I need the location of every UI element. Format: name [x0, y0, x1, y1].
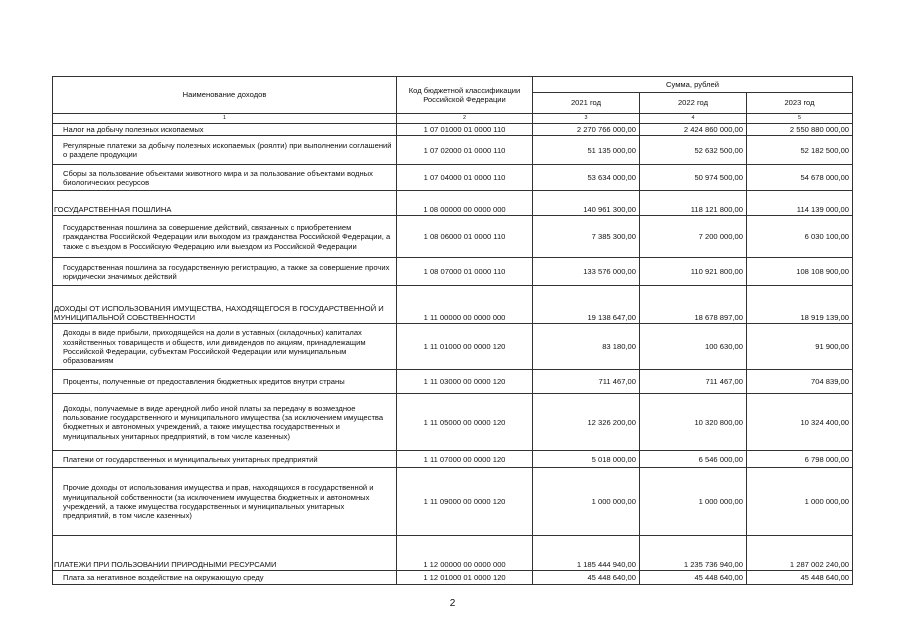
budget-code: 1 07 04000 01 0000 110	[397, 165, 533, 191]
amount-2022: 50 974 500,00	[640, 165, 747, 191]
section-name: ДОХОДЫ ОТ ИСПОЛЬЗОВАНИЯ ИМУЩЕСТВА, НАХОДЯЩЕГОСЯ В ГОСУДАРСТВЕННОЙ И МУНИЦИПАЛЬНОЙ СОБСТВЕННОСТИ	[53, 286, 397, 324]
amount-2023: 54 678 000,00	[747, 165, 853, 191]
amount-2022: 10 320 800,00	[640, 394, 747, 451]
amount-2021: 19 138 647,00	[533, 286, 640, 324]
column-number: 3	[533, 114, 640, 124]
amount-2021: 45 448 640,00	[533, 571, 640, 585]
budget-code: 1 08 00000 00 0000 000	[397, 191, 533, 216]
amount-2022: 110 921 800,00	[640, 258, 747, 286]
amount-2022: 7 200 000,00	[640, 216, 747, 258]
amount-2023: 1 000 000,00	[747, 468, 853, 536]
amount-2023: 6 030 100,00	[747, 216, 853, 258]
table-row	[53, 124, 853, 136]
section-name: ГОСУДАРСТВЕННАЯ ПОШЛИНА	[53, 191, 397, 216]
amount-2021: 12 326 200,00	[533, 394, 640, 451]
budget-code: 1 12 01000 01 0000 120	[397, 571, 533, 585]
header-year-2021: 2021 год	[533, 93, 640, 114]
amount-2021: 1 185 444 940,00	[533, 536, 640, 571]
amount-2021: 7 385 300,00	[533, 216, 640, 258]
table-row	[53, 571, 853, 585]
header-revenue-name: Наименование доходов	[53, 77, 397, 114]
amount-2021: 711 467,00	[533, 370, 640, 394]
table-row	[53, 216, 853, 258]
amount-2022: 52 632 500,00	[640, 136, 747, 165]
amount-2021: 2 270 766 000,00	[533, 124, 640, 136]
revenue-name: Сборы за пользование объектами животного мира и за пользование объектами водных биологических ресурсов	[53, 165, 397, 191]
amount-2023: 114 139 000,00	[747, 191, 853, 216]
amount-2021: 5 018 000,00	[533, 451, 640, 468]
table-row	[53, 258, 853, 286]
table-row	[53, 165, 853, 191]
budget-code: 1 07 02000 01 0000 110	[397, 136, 533, 165]
budget-code: 1 08 07000 01 0000 110	[397, 258, 533, 286]
budget-code: 1 11 05000 00 0000 120	[397, 394, 533, 451]
table-row-section	[53, 286, 853, 324]
column-number: 1	[53, 114, 397, 124]
amount-2023: 10 324 400,00	[747, 394, 853, 451]
amount-2021: 140 961 300,00	[533, 191, 640, 216]
table-row	[53, 324, 853, 370]
revenue-name: Государственная пошлина за совершение действий, связанных с приобретением гражданства Российской Федерации или выходом из гражданства Российской Федерации, а также с въездом в Российскую Федерацию или выездом из Российской Федерации	[53, 216, 397, 258]
section-name: ПЛАТЕЖИ ПРИ ПОЛЬЗОВАНИИ ПРИРОДНЫМИ РЕСУРСАМИ	[53, 536, 397, 571]
table-row-section	[53, 536, 853, 571]
revenue-name: Плата за негативное воздействие на окружающую среду	[53, 571, 397, 585]
amount-2023: 91 900,00	[747, 324, 853, 370]
amount-2023: 108 108 900,00	[747, 258, 853, 286]
amount-2022: 2 424 860 000,00	[640, 124, 747, 136]
amount-2022: 45 448 640,00	[640, 571, 747, 585]
amount-2022: 100 630,00	[640, 324, 747, 370]
amount-2023: 6 798 000,00	[747, 451, 853, 468]
revenue-name: Государственная пошлина за государственную регистрацию, а также за совершение прочих юридически значимых действий	[53, 258, 397, 286]
budget-code: 1 11 00000 00 0000 000	[397, 286, 533, 324]
budget-code: 1 11 01000 00 0000 120	[397, 324, 533, 370]
amount-2021: 51 135 000,00	[533, 136, 640, 165]
amount-2022: 6 546 000,00	[640, 451, 747, 468]
table-row	[53, 136, 853, 165]
amount-2023: 18 919 139,00	[747, 286, 853, 324]
amount-2021: 53 634 000,00	[533, 165, 640, 191]
amount-2023: 52 182 500,00	[747, 136, 853, 165]
budget-code: 1 12 00000 00 0000 000	[397, 536, 533, 571]
budget-code: 1 08 06000 01 0000 110	[397, 216, 533, 258]
table-row-section	[53, 191, 853, 216]
table-row	[53, 370, 853, 394]
amount-2022: 1 000 000,00	[640, 468, 747, 536]
amount-2023: 704 839,00	[747, 370, 853, 394]
revenue-name: Регулярные платежи за добычу полезных ископаемых (роялти) при выполнении соглашений о разделе продукции	[53, 136, 397, 165]
table-row	[53, 394, 853, 451]
header-year-2022: 2022 год	[640, 93, 747, 114]
amount-2022: 711 467,00	[640, 370, 747, 394]
header-budget-code: Код бюджетной классификации Российской Федерации	[397, 77, 533, 114]
header-amount: Сумма, рублей	[533, 77, 853, 93]
page-number: 2	[449, 598, 456, 609]
revenue-name: Прочие доходы от использования имущества и прав, находящихся в государственной и муниципальной собственности (за исключением имущества бюджетных и автономных учреждений, а также имущества государственных и муниципальных унитарных предприятий, в том числе казенных)	[53, 468, 397, 536]
column-number: 2	[397, 114, 533, 124]
revenue-name: Налог на добычу полезных ископаемых	[53, 124, 397, 136]
amount-2021: 1 000 000,00	[533, 468, 640, 536]
table-row	[53, 451, 853, 468]
amount-2022: 1 235 736 940,00	[640, 536, 747, 571]
column-number: 5	[747, 114, 853, 124]
revenue-name: Проценты, полученные от предоставления бюджетных кредитов внутри страны	[53, 370, 397, 394]
amount-2023: 45 448 640,00	[747, 571, 853, 585]
budget-code: 1 07 01000 01 0000 110	[397, 124, 533, 136]
budget-code: 1 11 07000 00 0000 120	[397, 451, 533, 468]
budget-code: 1 11 03000 00 0000 120	[397, 370, 533, 394]
revenue-name: Доходы, получаемые в виде арендной либо иной платы за передачу в возмездное пользование государственного и муниципального имущества (за исключением имущества бюджетных и автономных учреждений, а также имущества государственных и муниципальных унитарных предприятий, в том числе казенных)	[53, 394, 397, 451]
revenue-name: Доходы в виде прибыли, приходящейся на доли в уставных (складочных) капиталах хозяйственных товариществ и обществ, или дивидендов по акциям, принадлежащим Российской Федерации, субъектам Российской Федерации или муниципальным образованиям	[53, 324, 397, 370]
table-row	[53, 468, 853, 536]
column-number: 4	[640, 114, 747, 124]
amount-2022: 118 121 800,00	[640, 191, 747, 216]
amount-2021: 133 576 000,00	[533, 258, 640, 286]
budget-code: 1 11 09000 00 0000 120	[397, 468, 533, 536]
amount-2021: 83 180,00	[533, 324, 640, 370]
amount-2023: 2 550 880 000,00	[747, 124, 853, 136]
header-year-2023: 2023 год	[747, 93, 853, 114]
revenue-table	[52, 76, 853, 585]
amount-2023: 1 287 002 240,00	[747, 536, 853, 571]
amount-2022: 18 678 897,00	[640, 286, 747, 324]
revenue-name: Платежи от государственных и муниципальных унитарных предприятий	[53, 451, 397, 468]
